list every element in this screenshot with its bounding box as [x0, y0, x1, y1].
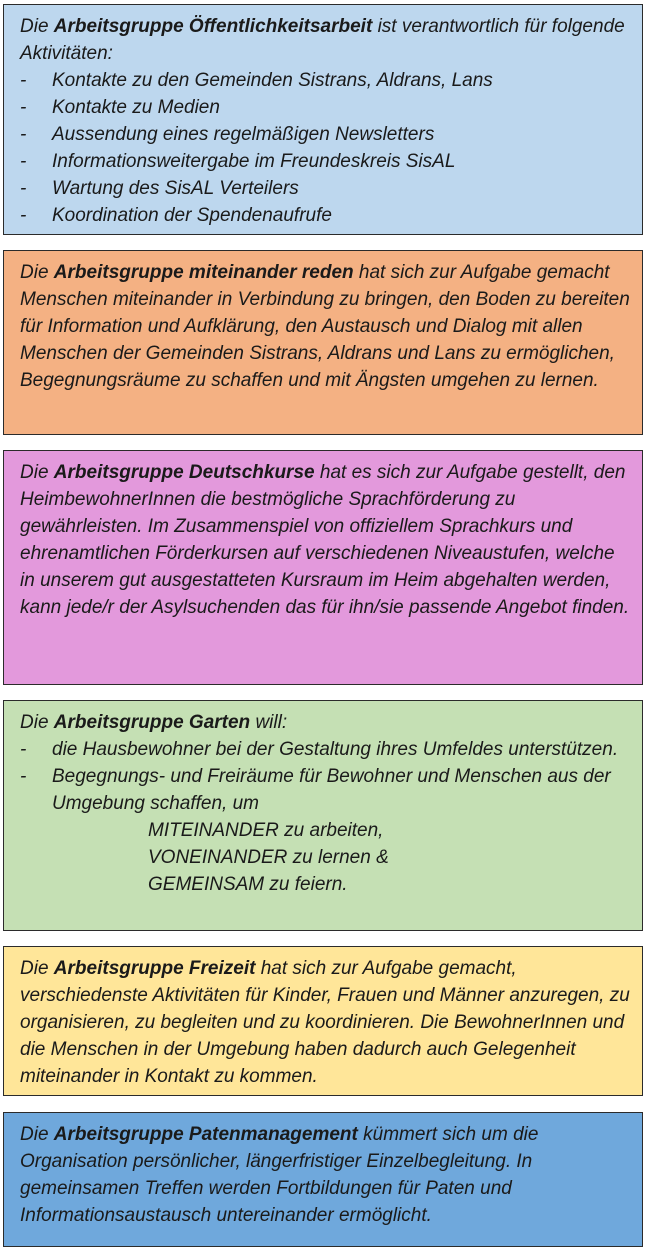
motto-line: VONEINANDER zu lernen & — [148, 847, 389, 868]
list-item: - Koordination der Spendenaufrufe — [20, 202, 632, 229]
group-name: Arbeitsgruppe miteinander reden — [53, 262, 354, 283]
intro-text: Die Arbeitsgruppe Garten will: — [20, 712, 288, 733]
box-garten — [3, 700, 643, 931]
goal-list — [20, 736, 632, 817]
box-freizeit — [3, 946, 643, 1096]
motto-line: MITEINANDER zu arbeiten, — [148, 820, 384, 841]
description-text: Die Arbeitsgruppe Patenmanagement kümmert sich um die Organisation persönlicher, längerfristiger Einzelbegleitung. In gemeinsamen Treffen werden Fortbildungen für Paten und Informationsaustausch untereinander ermöglicht. — [20, 1124, 539, 1226]
group-name: Arbeitsgruppe Patenmanagement — [53, 1124, 358, 1145]
box-deutschkurse — [3, 450, 643, 685]
list-item: - Kontakte zu den Gemeinden Sistrans, Aldrans, Lans — [20, 67, 632, 94]
description-text: Die Arbeitsgruppe Freizeit hat sich zur Aufgabe gemacht, verschiedenste Aktivitäten für Kinder, Frauen und Männer anzuregen, zu organisieren, zu begleiten und zu koordinieren. Die BewohnerInnen und die Menschen in der Umgebung haben dadurch auch Gelegenheit miteinander in Kontakt zu kommen. — [20, 958, 630, 1087]
description-text: Die Arbeitsgruppe Deutschkurse hat es sich zur Aufgabe gestellt, den HeimbewohnerInnen die bestmögliche Sprachförderung zu gewährleisten. Im Zusammenspiel von offiziellem Sprachkurs und ehrenamtlichen Förderkursen auf verschiedenen Niveaustufen, welche in unserem gut ausgestatteten Kursraum im Heim abgehalten werden, kann jede/r der Asylsuchenden das für ihn/sie passende Angebot finden. — [20, 462, 630, 618]
group-name: Arbeitsgruppe Öffentlichkeitsarbeit — [53, 16, 373, 37]
list-item: - Aussendung eines regelmäßigen Newsletters — [20, 121, 632, 148]
box-miteinander-reden — [3, 250, 643, 435]
group-name: Arbeitsgruppe Deutschkurse — [53, 462, 315, 483]
box-oeffentlichkeitsarbeit — [3, 4, 643, 235]
activity-list — [20, 67, 632, 229]
group-name: Arbeitsgruppe Freizeit — [53, 958, 256, 979]
group-name: Arbeitsgruppe Garten — [53, 712, 251, 733]
list-item: - Kontakte zu Medien — [20, 94, 632, 121]
list-item: - Informationsweitergabe im Freundeskreis SisAL — [20, 148, 632, 175]
motto-line: GEMEINSAM zu feiern. — [148, 874, 348, 895]
intro-text: Die Arbeitsgruppe Öffentlichkeitsarbeit ist verantwortlich für folgende Aktivitäten: — [20, 16, 625, 64]
list-item: - Wartung des SisAL Verteilers — [20, 175, 632, 202]
list-item: - Begegnungs- und Freiräume für Bewohner und Menschen aus der Umgebung schaffen, um — [20, 763, 632, 817]
description-text: Die Arbeitsgruppe miteinander reden hat sich zur Aufgabe gemacht Menschen miteinander in Verbindung zu bringen, den Boden zu bereiten für Information und Aufklärung, den Austausch und Dialog mit allen Menschen der Gemeinden Sistrans, Aldrans und Lans zu ermöglichen, Begegnungsräume zu schaffen und mit Ängsten umgehen zu lernen. — [20, 262, 630, 391]
box-patenmanagement — [3, 1112, 643, 1247]
list-item: - die Hausbewohner bei der Gestaltung ihres Umfeldes unterstützen. — [20, 736, 632, 763]
